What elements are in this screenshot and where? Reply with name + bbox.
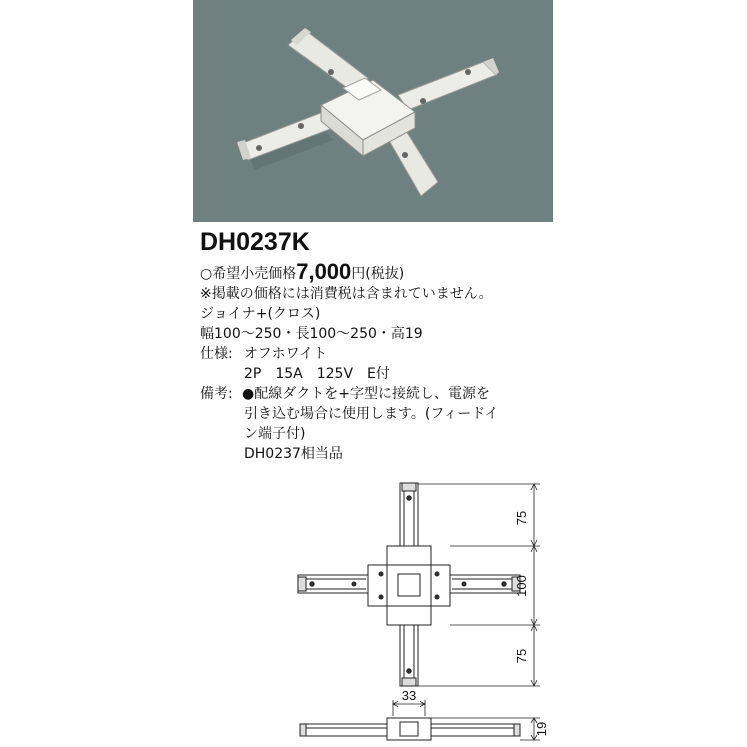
dim-arm-top: 75 xyxy=(514,510,529,526)
price-row xyxy=(200,259,493,284)
remarks-row-2 xyxy=(200,404,499,424)
model-number: DH0237K xyxy=(200,228,310,256)
spec-label: 仕様: xyxy=(200,346,233,362)
spec-electrical-row xyxy=(200,364,493,384)
dim-height: 19 xyxy=(534,721,549,737)
drawing-right-arm xyxy=(450,575,520,593)
dim-width: 33 xyxy=(401,688,417,703)
product-photo xyxy=(193,0,553,222)
height-dimension xyxy=(431,718,540,740)
dim-center: 100 xyxy=(514,575,529,597)
spec-electrical: 2P 15A 125V E付 xyxy=(244,366,390,382)
price-value: 7,000 xyxy=(296,259,352,284)
remarks-label: 備考: xyxy=(200,386,233,402)
remarks-line-2: 引き込む場合に使用します。(フィードイ xyxy=(244,406,499,422)
drawing-center-block xyxy=(368,546,450,625)
price-label: ○希望小売価格 xyxy=(200,266,297,282)
remarks-row xyxy=(200,384,493,404)
drawing-left-arm xyxy=(298,575,368,593)
spec-row xyxy=(200,344,493,364)
equivalent-row xyxy=(200,444,493,464)
equivalent-model: DH0237相当品 xyxy=(244,446,343,462)
remarks-line-1: ●配線ダクトを+字型に接続し、電源を xyxy=(242,386,490,402)
product-details xyxy=(200,259,499,464)
tax-note: ※掲載の価格には消費税は含まれていません。 xyxy=(200,286,493,302)
technical-drawing xyxy=(290,478,560,747)
spec-color: オフホワイト xyxy=(244,346,328,362)
price-suffix: 円(税抜) xyxy=(351,266,405,282)
product-dimensions: 幅100〜250・長100〜250・高19 xyxy=(200,326,423,342)
cross-joiner-photo xyxy=(193,0,553,222)
drawing-side-view xyxy=(300,718,520,740)
remarks-line-3: ン端子付) xyxy=(244,426,306,442)
dim-arm-bottom: 75 xyxy=(514,648,529,664)
product-name: ジョイナ+(クロス) xyxy=(200,306,321,322)
remarks-row-3 xyxy=(200,424,493,444)
